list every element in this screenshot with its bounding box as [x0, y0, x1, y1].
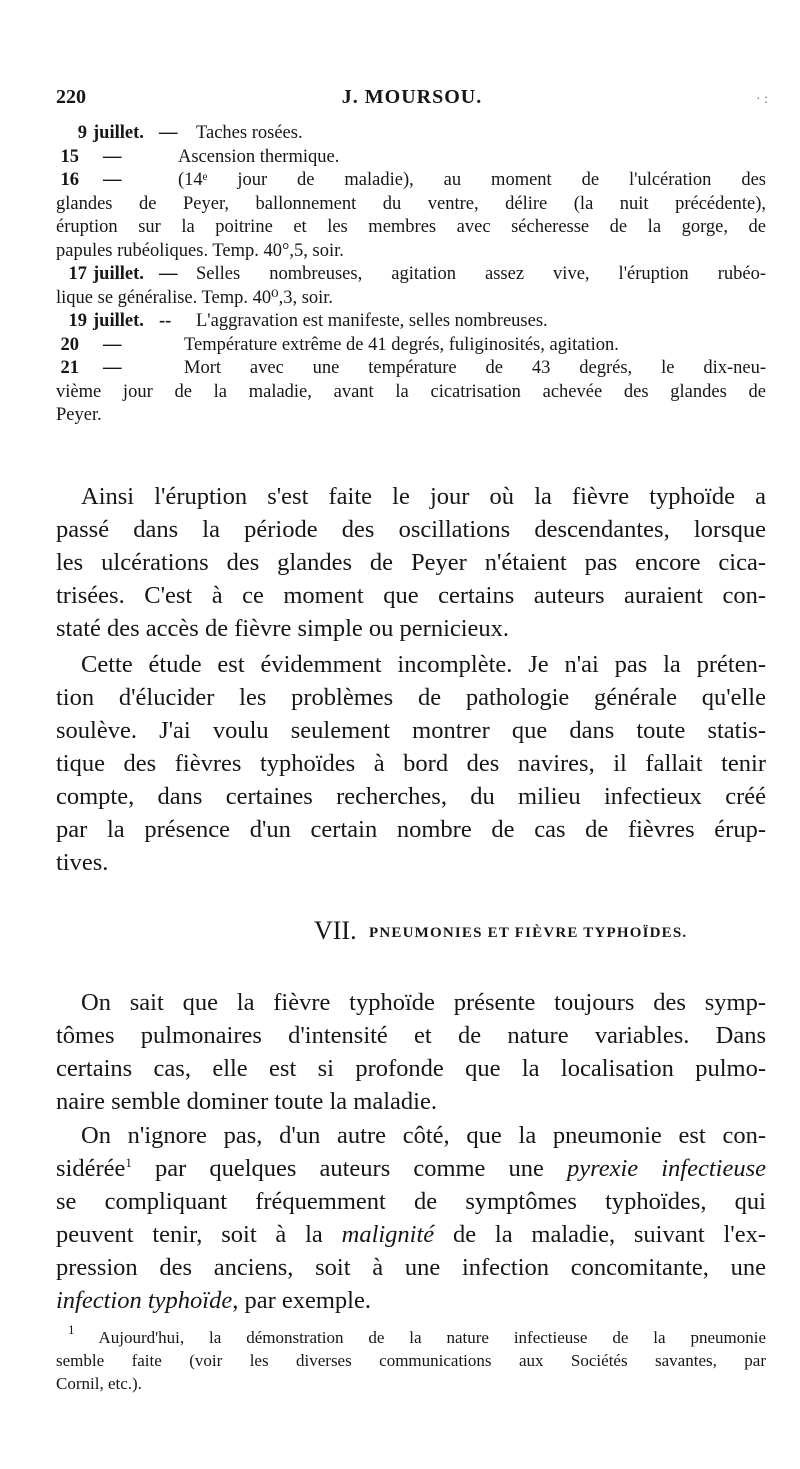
chronology-line — [56, 357, 766, 381]
clinical-chronology — [56, 122, 766, 428]
entry-text: Selles nombreuses, agitation assez vive, l'éruption rubéo- — [196, 264, 766, 284]
text-line: On n'ignore pas, d'un autre côté, que la pneumonie est con- — [81, 1122, 766, 1149]
chronology-line — [56, 122, 766, 146]
text-run: , par exemple. — [232, 1287, 371, 1314]
running-title: J. MOURSOU. — [341, 86, 483, 108]
footnote-reference[interactable]: 1 — [125, 1155, 132, 1170]
chronology-line — [56, 334, 766, 358]
text-line — [56, 1152, 766, 1185]
entry-day: 17 — [68, 264, 87, 284]
entry-dash: -- — [159, 311, 172, 331]
italic-term: infection typhoïde — [56, 1287, 233, 1314]
chronology-line — [56, 169, 766, 193]
text-line: Cette étude est évidemment incomplète. Je n'ai pas la préten- — [81, 651, 766, 678]
text-line — [56, 1284, 766, 1317]
text-run: de la maladie, suivant l'ex- — [434, 1221, 766, 1248]
page-number: 220 — [56, 86, 86, 108]
paragraph-study-incomplete — [56, 648, 766, 879]
entry-text: Mort avec une température de 43 degrés, le dix-neu- — [184, 358, 766, 378]
entry-day: 9 — [77, 123, 87, 143]
entry-continuation: vième jour de la maladie, avant la cicatrisation achevée des glandes de — [56, 381, 766, 402]
paragraph-pneumonia-infection — [56, 1119, 766, 1317]
entry-month: juillet. — [93, 123, 144, 143]
text-line: certains cas, elle est si profonde que la localisation pulmo- — [56, 1055, 766, 1082]
text-line: pression des anciens, soit à une infection concomitante, une — [56, 1254, 766, 1281]
entry-dash: — — [103, 170, 122, 190]
text-line: naire semble dominer toute la maladie. — [56, 1088, 437, 1115]
paragraph-eruption-conclusion — [56, 480, 766, 645]
footnote-marker: 1 — [68, 1322, 75, 1337]
text-run: Aujourd'hui, la démonstration de la nature infectieuse de la pneumonie — [74, 1328, 766, 1347]
entry-continuation: glandes de Peyer, ballonnement du ventre, délire (la nuit précédente), — [56, 193, 766, 214]
entry-month: juillet. — [93, 264, 144, 284]
page-header — [56, 86, 768, 116]
text-line: On sait que la fièvre typhoïde présente toujours des symp- — [81, 989, 766, 1016]
text-run: peuvent tenir, soit à la — [56, 1221, 342, 1248]
footnote-line — [56, 1322, 766, 1349]
entry-dash: — — [103, 334, 122, 355]
entry-text: Ascension thermique. — [178, 146, 340, 167]
entry-text: Taches rosées. — [196, 123, 303, 143]
corner-mark: · : — [755, 92, 768, 107]
footnote-line: semble faite (voir les diverses communications aux Sociétés savantes, par — [56, 1351, 766, 1370]
entry-day: 20 — [60, 334, 79, 355]
entry-text: L'aggravation est manifeste, selles nombreuses. — [196, 311, 548, 331]
text-line: passé dans la période des oscillations descendantes, lorsque — [56, 516, 766, 543]
chronology-line — [56, 310, 766, 334]
entry-text: (14ᵉ jour de maladie), au moment de l'ulcération des — [178, 170, 766, 190]
text-line: compte, dans certaines recherches, du milieu infectieux créé — [56, 783, 766, 810]
entry-day: 21 — [60, 358, 79, 378]
entry-text: Température extrême de 41 degrés, fuliginosités, agitation. — [184, 334, 619, 355]
text-line: tion d'élucider les problèmes de pathologie générale qu'elle — [56, 684, 766, 711]
entry-dash: — — [159, 123, 178, 143]
section-number: VII. — [314, 916, 357, 945]
entry-month: juillet. — [93, 311, 144, 331]
section-title: PNEUMONIES ET FIÈVRE TYPHOÏDES. — [369, 925, 688, 941]
footnote — [56, 1322, 766, 1395]
entry-continuation: papules rubéoliques. Temp. 40°,5, soir. — [56, 240, 344, 261]
text-line: tives. — [56, 849, 109, 876]
section-heading — [56, 916, 768, 952]
entry-dash: — — [159, 264, 178, 284]
text-line: les ulcérations des glandes de Peyer n'étaient pas encore cica- — [56, 549, 766, 576]
text-line: soulève. J'ai voulu seulement montrer que dans toute statis- — [56, 717, 766, 744]
entry-continuation: lique se généralise. Temp. 40⁰,3, soir. — [56, 287, 334, 308]
text-line: Ainsi l'éruption s'est faite le jour où la fièvre typhoïde a — [81, 483, 766, 510]
entry-dash: — — [103, 358, 122, 378]
text-line: se compliquant fréquemment de symptômes typhoïdes, qui — [56, 1188, 766, 1215]
entry-dash: — — [103, 146, 122, 167]
italic-term: malignité — [341, 1221, 435, 1248]
chronology-line — [56, 263, 766, 287]
text-line — [56, 1218, 766, 1251]
text-line: tômes pulmonaires d'intensité et de nature variables. Dans — [56, 1022, 766, 1049]
footnote-line: Cornil, etc.). — [56, 1374, 142, 1393]
text-line: trisées. C'est à ce moment que certains auteurs auraient con- — [56, 582, 766, 609]
entry-day: 16 — [60, 170, 79, 190]
italic-term: pyrexie infectieuse — [566, 1155, 766, 1182]
text-run: sidérée — [56, 1155, 126, 1182]
chronology-line — [56, 146, 766, 170]
entry-continuation: Peyer. — [56, 405, 102, 425]
entry-continuation: éruption sur la poitrine et les membres avec sécheresse de la gorge, de — [56, 217, 766, 237]
text-line: tique des fièvres typhoïdes à bord des navires, il fallait tenir — [56, 750, 766, 777]
paragraph-pulmonary-symptoms — [56, 986, 766, 1118]
text-run: par quelques auteurs comme une — [131, 1155, 567, 1182]
entry-day: 19 — [68, 311, 87, 331]
entry-day: 15 — [60, 146, 79, 167]
text-line: staté des accès de fièvre simple ou pernicieux. — [56, 615, 510, 642]
text-line: par la présence d'un certain nombre de cas de fièvres érup- — [56, 816, 766, 843]
